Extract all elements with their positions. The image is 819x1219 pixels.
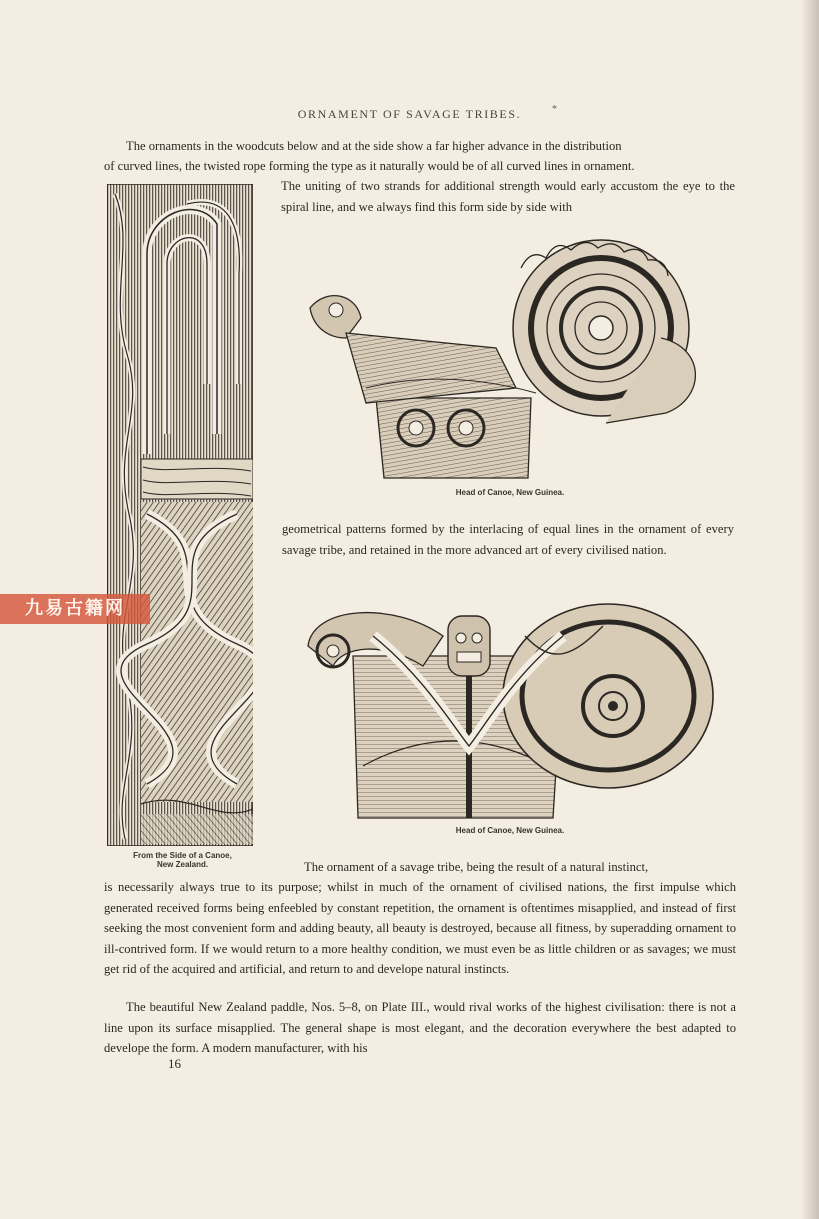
running-head-title: ORNAMENT OF SAVAGE TRIBES.: [297, 107, 522, 121]
canoe-side-carving-figure: [107, 184, 253, 846]
paragraph-3-first-line: The ornament of a savage tribe, being the result of a natural instinct,: [304, 860, 649, 874]
running-head: [0, 104, 819, 122]
canoe-side-caption-line-1: From the Side of a Canoe,: [133, 851, 232, 860]
canoe-side-caption-line-2: New Zealand.: [156, 860, 209, 869]
page-edge-shadow: [801, 0, 819, 1219]
paragraph-1-line-1: The ornaments in the woodcuts below and at the side show a far higher advance in the distribution: [126, 139, 622, 153]
running-head-mark: *: [552, 104, 559, 115]
canoe-side-caption: [120, 851, 245, 869]
paragraph-1-line-2: of curved lines, the twisted rope forming the type as it naturally would be of all curved lines in ornament.: [104, 159, 635, 173]
paragraph-3: is necessarily always true to its purpose; whilst in much of the ornament of civilised nations, the first impulse which generated received forms being enfeebled by constant repetition, the ornament is oftentimes misapplied, and instead of first seeking the most convenient form and adding beauty, all beauty is destroyed, because all fitness, by superadding ornament to ill-contrived form. If we would return to a more healthy condition, we must even be as little children or as savages; we must get rid of the acquired and artificial, and return to and develope natural instincts.: [104, 880, 736, 976]
canoe-head-caption-1: Head of Canoe, New Guinea.: [455, 488, 565, 497]
canoe-head-caption-2: Head of Canoe, New Guinea.: [455, 826, 565, 835]
canoe-head-illustration-1: [306, 238, 708, 482]
canoe-side-carving-illustration: [107, 184, 253, 846]
paragraph-1-continuation: The uniting of two strands for additional strength would early accustom the eye to the spiral line, and we always find this form side by side with: [281, 179, 735, 214]
canoe-head-figure-1: [306, 238, 708, 482]
canoe-head-figure-2: [303, 596, 715, 822]
page-number: 16: [168, 1056, 181, 1071]
paragraph-4: The beautiful New Zealand paddle, Nos. 5–8, on Plate III., would rival works of the highest civilisation: there is not a line upon its surface misapplied. The general shape is most elegant, and the decoration everywhere the best adapted to develope the form. A modern manufacturer, with his: [104, 1000, 736, 1055]
canoe-head-illustration-2: [303, 596, 715, 822]
paragraph-2: geometrical patterns formed by the interlacing of equal lines in the ornament of every savage tribe, and retained in the more advanced art of every civilised nation.: [282, 522, 734, 557]
watermark-banner: 九易古籍网: [0, 594, 150, 624]
